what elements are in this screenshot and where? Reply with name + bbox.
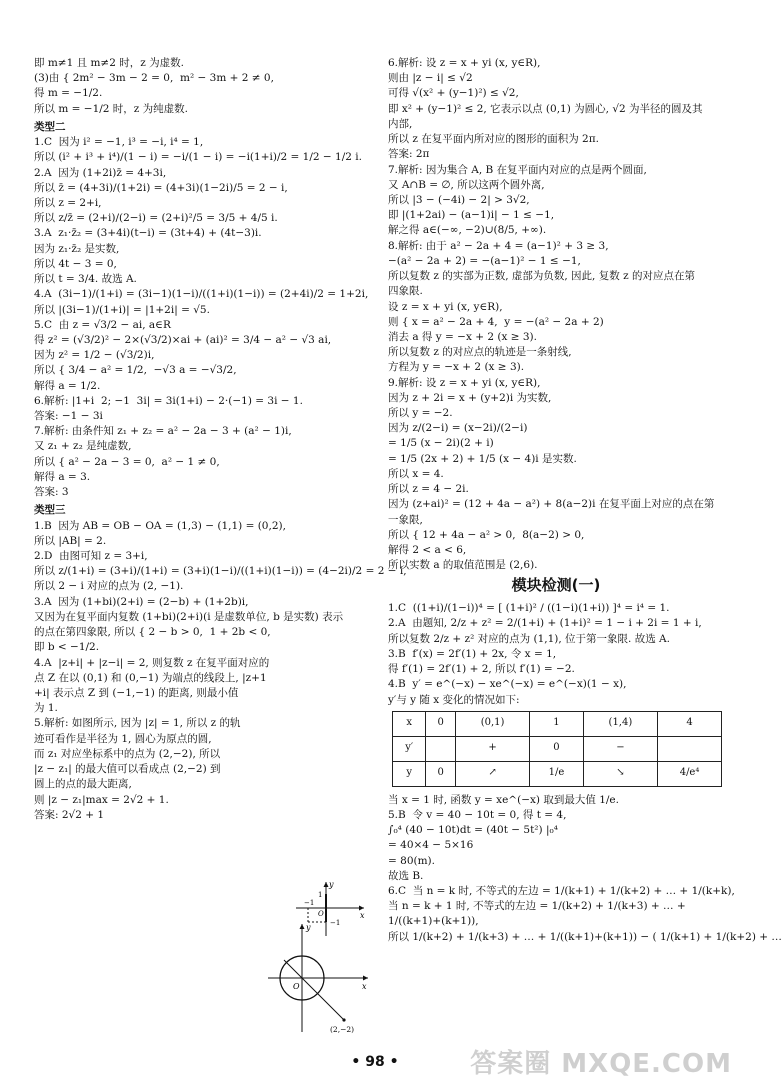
right-top-line: −(a² − 2a + 2) = −(a−1)² − 1 ≤ −1,: [388, 254, 581, 267]
fig1-one: 1: [318, 891, 323, 899]
right-top-line: 可得 √(x² + (y−1)²) ≤ √2,: [388, 87, 519, 100]
table-row: [393, 736, 722, 761]
left-line: 3.A z₁·z̄₂ = (3+4i)(t−i) = (3t+4) + (4t−3)i.: [34, 227, 262, 240]
left-line: 所以 z/(1+i) = (3+i)/(1+i) = (3+i)(1−i)/((1+i)(1−i)) = (4−2i)/2 = 2 − i,: [34, 565, 407, 578]
right-top-line: 所以 y = −2.: [388, 407, 453, 420]
page-number: • 98 •: [351, 1054, 399, 1070]
left-line: 所以 z/z̄ = (2+i)/(2−i) = (2+i)²/5 = 3/5 + 4/5 i.: [34, 212, 278, 225]
table-cell: [658, 736, 722, 761]
left-line: 解得 a = 1/2.: [34, 379, 101, 392]
section-title: 模块检测(一): [511, 576, 601, 595]
right-bottom-b-line: 故选 B.: [388, 869, 424, 882]
left-line: 6.解析: |1+i 2; −1 3i| = 3i(1+i) − 2·(−1) = 3i − 1.: [34, 394, 303, 407]
left-line: +i| 表示点 Z 到 (−1,−1) 的距离, 则最小值: [34, 686, 239, 699]
right-bottom-b-line: 6.C 当 n = k 时, 不等式的左边 = 1/(k+1) + 1/(k+2) + … + 1/(k+k),: [388, 885, 735, 898]
table-cell: −: [583, 736, 657, 761]
left-line: 所以 (i² + i³ + i⁴)/(1 − i) = −i/(1 − i) = −i(1+i)/2 = 1/2 − 1/2 i.: [34, 151, 362, 164]
right-top-line: 即 x² + (y−1)² ≤ 2, 它表示以点 (0,1) 为圆心, √2 为半径的圆及其: [388, 102, 703, 115]
right-top-line: 即 |(1+2ai) − (a−1)i| − 1 ≤ −1,: [388, 209, 555, 222]
right-bottom-b-line: 当 n = k + 1 时, 不等式的左边 = 1/(k+2) + 1/(k+3) + … +: [388, 900, 686, 913]
left-line: 所以 2 − i 对应的点为 (2, −1).: [34, 580, 184, 593]
left-line: 答案: 3: [34, 486, 69, 499]
table-cell: 4/e⁴: [658, 761, 722, 786]
right-top-line: = 1/5 (2x + 2) + 1/5 (x − 4)i 是实数.: [388, 452, 577, 465]
right-top-line: 所以 x = 4.: [388, 467, 444, 480]
right-top-line: 解得 2 < a < 6,: [388, 544, 467, 556]
left-line: 迹可看作是半径为 1, 圆心为原点的圆,: [34, 732, 212, 745]
left-line: 所以 t = 3/4. 故选 A.: [34, 273, 137, 286]
circle-figure: [264, 920, 374, 1035]
fig2-x-label: x: [362, 982, 367, 991]
right-top-line: 内部,: [388, 117, 413, 130]
left-line: 得 z² = (√3/2)² − 2×(√3/2)×ai + (ai)² = 3/4 − a² − √3 ai,: [34, 333, 332, 346]
left-line: 4.A |z+i| + |z−i| = 2, 则复数 z 在复平面对应的: [34, 656, 270, 669]
right-bottom-a-line: y′与 y 随 x 变化的情况如下:: [388, 693, 520, 706]
left-line: 则 |z − z₁|max = 2√2 + 1.: [34, 793, 169, 806]
left-line: 所以 { a² − 2a − 3 = 0, a² − 1 ≠ 0,: [34, 455, 220, 468]
right-top-line: 则 { x = a² − 2a + 4, y = −(a² − 2a + 2): [388, 315, 604, 328]
left-line: 类型三: [34, 504, 66, 517]
table-cell: [426, 736, 455, 761]
left-line: 答案: −1 − 3i: [34, 410, 103, 423]
table-cell: 4: [658, 711, 722, 736]
right-top-line: 所以复数 z 的实部为正数, 虚部为负数, 因此, 复数 z 的对应点在第: [388, 270, 695, 283]
right-top-line: 又 A∩B = ∅, 所以这两个圆外离,: [388, 178, 545, 191]
right-top-solutions: [388, 56, 724, 573]
table-cell: (0,1): [455, 711, 529, 736]
right-top-line: 一象限,: [388, 513, 423, 526]
table-row: [393, 761, 722, 786]
left-line: 5.解析: 如图所示, 因为 |z| = 1, 所以 z 的轨: [34, 717, 241, 730]
left-line: 所以 |(3i−1)/(1+i)| = |1+2i| = √5.: [34, 303, 210, 316]
right-top-line: 答案: 2π: [388, 148, 430, 161]
fig2-origin: O: [293, 982, 300, 991]
right-top-line: 所以复数 z 的对应点的轨迹是一条射线,: [388, 346, 572, 359]
table-cell: y′: [393, 736, 426, 761]
module-test-solutions-a: [388, 601, 724, 708]
right-top-line: 所以实数 a 的取值范围是 (2,6).: [388, 559, 538, 572]
right-bottom-a-line: 所以复数 2/z + z² 对应的点为 (1,1), 位于第一象限. 故选 A.: [388, 632, 670, 645]
right-top-line: 则由 |z − i| ≤ √2: [388, 72, 473, 85]
right-bottom-a-line: 2.A 由题知, 2/z + z² = 2/(1+i) + (1+i)² = 1 − i + 2i = 1 + i,: [388, 617, 702, 630]
right-top-line: 所以 z = 4 − 2i.: [388, 483, 469, 496]
right-top-line: 因为 z + 2i = x + (y+2)i 为实数,: [388, 391, 552, 404]
right-top-line: 消去 a 得 y = −x + 2 (x ≥ 3).: [388, 330, 537, 343]
right-column: [388, 56, 782, 945]
table-cell: 1/e: [530, 761, 583, 786]
right-top-line: 四象限.: [388, 285, 423, 298]
table-cell: ↘: [583, 761, 657, 786]
right-bottom-a-line: 3.B f′(x) = 2f′(1) + 2x, 令 x = 1,: [388, 647, 557, 660]
right-top-line: 7.解析: 因为集合 A, B 在复平面内对应的点是两个圆面,: [388, 163, 647, 176]
left-line: |z − z₁| 的最大值可以看成点 (2,−2) 到: [34, 763, 221, 776]
right-top-line: 9.解析: 设 z = x + yi (x, y∈R),: [388, 376, 541, 389]
left-line: 而 z₁ 对应坐标系中的点为 (2,−2), 所以: [34, 747, 221, 760]
right-bottom-a-line: 1.C ((1+i)/(1−i))⁴ = [ (1+i)² / ((1−i)(1+i)) ]⁴ = i⁴ = 1.: [388, 602, 670, 615]
right-bottom-b-line: = 80(m).: [388, 854, 435, 867]
table-cell: y: [393, 761, 426, 786]
table-cell: (1,4): [583, 711, 657, 736]
fig2-y-label: y: [306, 923, 311, 932]
left-line: 为 1.: [34, 702, 58, 715]
left-line: (3)由 { 2m² − 3m − 2 = 0, m² − 3m + 2 ≠ 0,: [34, 72, 274, 85]
right-top-line: 所以 |3 − (−4i) − 2| > 3√2,: [388, 193, 530, 206]
right-bottom-b-line: 5.B 令 v = 40 − 10t = 0, 得 t = 4,: [388, 808, 567, 821]
left-line: 因为 z² = 1/2 − (√3/2)i,: [34, 349, 155, 362]
table-cell: x: [393, 711, 426, 736]
left-line: 3.A 因为 (1+bi)(2+i) = (2−b) + (1+2b)i,: [34, 595, 249, 608]
fig1-minus-one-x: −1: [304, 899, 315, 907]
left-line: 圆上的点的最大距离,: [34, 778, 132, 791]
right-top-line: 方程为 y = −x + 2 (x ≥ 3).: [388, 361, 525, 374]
table-cell: 1: [530, 711, 583, 736]
left-line: 所以 4t − 3 = 0,: [34, 257, 117, 270]
right-top-line: = 1/5 (x − 2i)(2 + i): [388, 437, 494, 450]
table-cell: ↗: [455, 761, 529, 786]
right-bottom-b-line: ∫₀⁴ (40 − 10t)dt = (40t − 5t²) |₀⁴: [388, 824, 558, 837]
left-line: 的点在第四象限, 所以 { 2 − b > 0, 1 + 2b < 0,: [34, 626, 271, 639]
table-cell: 0: [530, 736, 583, 761]
left-line: 2.A 因为 (1+2i)z̄ = 4+3i,: [34, 166, 167, 179]
table-cell: 0: [426, 711, 455, 736]
fig1-x-label: x: [360, 911, 365, 920]
right-top-line: 所以 { 12 + 4a − a² > 0, 8(a−2) > 0,: [388, 528, 585, 541]
watermark: 答案圈 MXQE.COM: [470, 1049, 732, 1080]
right-top-line: 解之得 a∈(−∞, −2)∪(8/5, +∞).: [388, 224, 547, 237]
fig1-origin: O: [318, 910, 324, 918]
table-cell: +: [455, 736, 529, 761]
right-top-line: 设 z = x + yi (x, y∈R),: [388, 300, 503, 313]
left-line: 所以 { 3/4 − a² = 1/2, −√3 a = −√3/2,: [34, 364, 237, 377]
left-line: 2.D 由图可知 z = 3+i,: [34, 550, 148, 562]
variation-table: [392, 711, 722, 787]
left-line: 4.A (3i−1)/(1+i) = (3i−1)(1−i)/((1+i)(1−i)) = (2+4i)/2 = 1+2i,: [34, 288, 369, 301]
left-line: 所以 m = −1/2 时，z 为纯虚数.: [34, 102, 189, 115]
left-line: 类型二: [34, 120, 66, 133]
right-bottom-b-line: = 40×4 − 5×16: [388, 839, 474, 852]
left-line: 得 m = −1/2.: [34, 87, 103, 100]
right-bottom-a-line: 得 f′(1) = 2f′(1) + 2, 所以 f′(1) = −2.: [388, 663, 575, 676]
left-line: 答案: 2√2 + 1: [34, 808, 105, 821]
fig2-point-label: (2,−2): [330, 1025, 355, 1034]
right-top-line: 因为 z/(2−i) = (x−2i)/(2−i): [388, 422, 528, 435]
fig1-minus-one-y: −1: [330, 919, 341, 927]
left-line: 点 Z 在以 (0,1) 和 (0,−1) 为端点的线段上, |z+1: [34, 671, 267, 684]
left-line: 所以 z̄ = (4+3i)/(1+2i) = (4+3i)(1−2i)/5 = 2 − i,: [34, 181, 288, 194]
left-line: 所以 |AB| = 2.: [34, 534, 107, 547]
right-bottom-b-line: 所以 1/(k+2) + 1/(k+3) + … + 1/((k+1)+(k+1)) − ( 1/(k+1) + 1/(k+2) + …: [388, 930, 782, 943]
right-top-line: 因为 (z+ai)² = (12 + 4a − a²) + 8(a−2)i 在复平面上对应的点在第: [388, 498, 715, 511]
left-line: 因为 z₁·z̄₂ 是实数,: [34, 242, 120, 255]
left-line: 即 b < −1/2.: [34, 641, 100, 654]
module-test-solutions-b: [388, 793, 782, 945]
left-line: 7.解析: 由条件知 z₁ + z₂ = a² − 2a − 3 + (a² − 1)i,: [34, 425, 292, 438]
table-cell: 0: [426, 761, 455, 786]
left-line: 5.C 由 z = √3/2 − ai, a∈R: [34, 318, 171, 331]
right-top-line: 8.解析: 由于 a² − 2a + 4 = (a−1)² + 3 ≥ 3,: [388, 239, 609, 252]
left-line: 解得 a = 3.: [34, 470, 91, 483]
left-line: 1.C 因为 i² = −1, i³ = −i, i⁴ = 1,: [34, 136, 204, 149]
fig1-y-label: y: [329, 880, 334, 889]
table-row: [393, 711, 722, 736]
right-top-line: 6.解析: 设 z = x + yi (x, y∈R),: [388, 57, 541, 69]
left-line: 即 m≠1 且 m≠2 时，z 为虚数.: [34, 57, 184, 69]
right-top-line: 所以 z 在复平面内所对应的图形的面积为 2π.: [388, 133, 599, 146]
right-bottom-a-line: 4.B y′ = e^(−x) − xe^(−x) = e^(−x)(1 − x),: [388, 678, 627, 691]
right-bottom-b-line: 当 x = 1 时, 函数 y = xe^(−x) 取到最大值 1/e.: [388, 793, 619, 806]
left-line: 1.B 因为 AB = OB − OA = (1,3) − (1,1) = (0,2),: [34, 519, 286, 532]
left-line: 所以 z = 2+i,: [34, 196, 102, 209]
left-line: 又 z₁ + z₂ 是纯虚数,: [34, 440, 132, 453]
left-line: 又因为在复平面内复数 (1+bi)(2+i)(i 是虚数单位, b 是实数) 表示: [34, 610, 344, 623]
right-bottom-b-line: 1/((k+1)+(k+1)),: [388, 915, 479, 928]
